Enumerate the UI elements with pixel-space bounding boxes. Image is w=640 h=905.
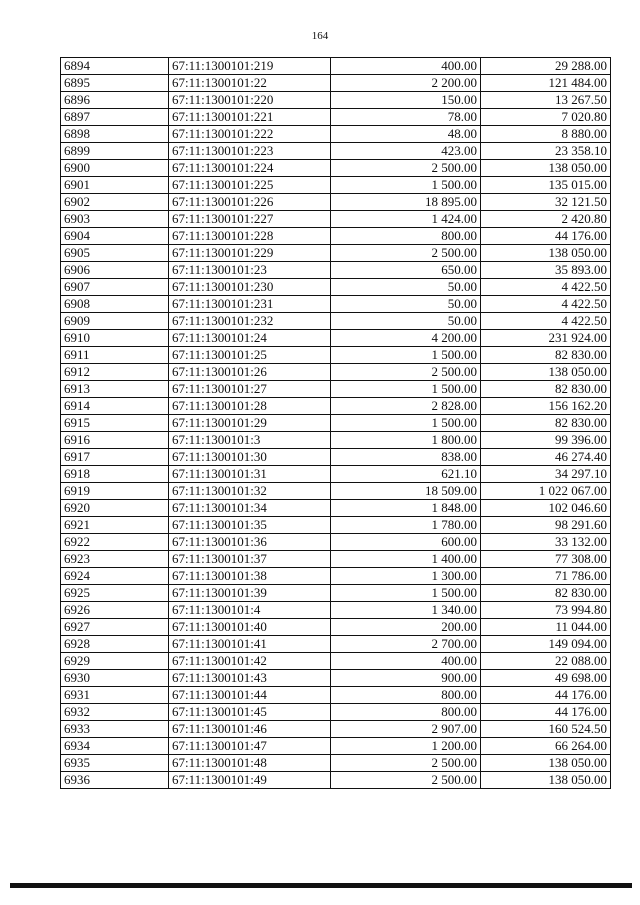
cadastral-number-cell: 67:11:1300101:223	[169, 143, 331, 160]
table-row	[61, 704, 611, 721]
table-row	[61, 670, 611, 687]
area-cell: 18 509.00	[331, 483, 481, 500]
area-cell: 600.00	[331, 534, 481, 551]
table-row	[61, 75, 611, 92]
cadastral-number-cell: 67:11:1300101:221	[169, 109, 331, 126]
cadastral-number-cell: 67:11:1300101:220	[169, 92, 331, 109]
cadastral-number-cell: 67:11:1300101:31	[169, 466, 331, 483]
value-cell: 156 162.20	[481, 398, 611, 415]
cadastral-number-cell: 67:11:1300101:40	[169, 619, 331, 636]
cadastral-number-cell: 67:11:1300101:232	[169, 313, 331, 330]
value-cell: 138 050.00	[481, 364, 611, 381]
value-cell: 135 015.00	[481, 177, 611, 194]
area-cell: 2 700.00	[331, 636, 481, 653]
row-number-cell: 6901	[61, 177, 169, 194]
table-row	[61, 653, 611, 670]
area-cell: 2 828.00	[331, 398, 481, 415]
cadastral-number-cell: 67:11:1300101:219	[169, 58, 331, 75]
area-cell: 1 780.00	[331, 517, 481, 534]
row-number-cell: 6929	[61, 653, 169, 670]
table-row	[61, 398, 611, 415]
row-number-cell: 6924	[61, 568, 169, 585]
area-cell: 2 500.00	[331, 160, 481, 177]
cadastral-number-cell: 67:11:1300101:228	[169, 228, 331, 245]
value-cell: 44 176.00	[481, 228, 611, 245]
cadastral-number-cell: 67:11:1300101:231	[169, 296, 331, 313]
value-cell: 35 893.00	[481, 262, 611, 279]
value-cell: 22 088.00	[481, 653, 611, 670]
row-number-cell: 6905	[61, 245, 169, 262]
cadastral-number-cell: 67:11:1300101:26	[169, 364, 331, 381]
table-row	[61, 432, 611, 449]
table-row	[61, 568, 611, 585]
row-number-cell: 6925	[61, 585, 169, 602]
table-row	[61, 347, 611, 364]
table-row	[61, 160, 611, 177]
area-cell: 423.00	[331, 143, 481, 160]
row-number-cell: 6923	[61, 551, 169, 568]
value-cell: 8 880.00	[481, 126, 611, 143]
cadastral-number-cell: 67:11:1300101:222	[169, 126, 331, 143]
table-row	[61, 602, 611, 619]
row-number-cell: 6900	[61, 160, 169, 177]
table-row	[61, 330, 611, 347]
row-number-cell: 6921	[61, 517, 169, 534]
value-cell: 29 288.00	[481, 58, 611, 75]
row-number-cell: 6935	[61, 755, 169, 772]
value-cell: 138 050.00	[481, 755, 611, 772]
area-cell: 2 907.00	[331, 721, 481, 738]
area-cell: 50.00	[331, 296, 481, 313]
value-cell: 32 121.50	[481, 194, 611, 211]
row-number-cell: 6926	[61, 602, 169, 619]
table-row	[61, 483, 611, 500]
value-cell: 98 291.60	[481, 517, 611, 534]
table-row	[61, 534, 611, 551]
value-cell: 33 132.00	[481, 534, 611, 551]
area-cell: 2 500.00	[331, 245, 481, 262]
cadastral-number-cell: 67:11:1300101:29	[169, 415, 331, 432]
value-cell: 82 830.00	[481, 585, 611, 602]
table-row	[61, 245, 611, 262]
row-number-cell: 6920	[61, 500, 169, 517]
cadastral-number-cell: 67:11:1300101:45	[169, 704, 331, 721]
cadastral-number-cell: 67:11:1300101:22	[169, 75, 331, 92]
cadastral-number-cell: 67:11:1300101:230	[169, 279, 331, 296]
cadastral-number-cell: 67:11:1300101:27	[169, 381, 331, 398]
row-number-cell: 6896	[61, 92, 169, 109]
value-cell: 11 044.00	[481, 619, 611, 636]
area-cell: 838.00	[331, 449, 481, 466]
cadastral-number-cell: 67:11:1300101:226	[169, 194, 331, 211]
row-number-cell: 6936	[61, 772, 169, 789]
cadastral-number-cell: 67:11:1300101:32	[169, 483, 331, 500]
area-cell: 2 500.00	[331, 364, 481, 381]
page-number: 164	[311, 30, 329, 42]
area-cell: 800.00	[331, 228, 481, 245]
value-cell: 44 176.00	[481, 704, 611, 721]
row-number-cell: 6922	[61, 534, 169, 551]
row-number-cell: 6933	[61, 721, 169, 738]
area-cell: 48.00	[331, 126, 481, 143]
row-number-cell: 6899	[61, 143, 169, 160]
value-cell: 23 358.10	[481, 143, 611, 160]
row-number-cell: 6910	[61, 330, 169, 347]
cadastral-number-cell: 67:11:1300101:47	[169, 738, 331, 755]
table-row	[61, 279, 611, 296]
row-number-cell: 6932	[61, 704, 169, 721]
cadastral-number-cell: 67:11:1300101:49	[169, 772, 331, 789]
value-cell: 13 267.50	[481, 92, 611, 109]
area-cell: 2 500.00	[331, 772, 481, 789]
area-cell: 900.00	[331, 670, 481, 687]
table-row	[61, 92, 611, 109]
cadastral-number-cell: 67:11:1300101:43	[169, 670, 331, 687]
bottom-rule	[10, 883, 632, 888]
table-row	[61, 313, 611, 330]
row-number-cell: 6903	[61, 211, 169, 228]
value-cell: 44 176.00	[481, 687, 611, 704]
value-cell: 4 422.50	[481, 296, 611, 313]
area-cell: 1 500.00	[331, 585, 481, 602]
table-row	[61, 721, 611, 738]
value-cell: 138 050.00	[481, 245, 611, 262]
table-row	[61, 126, 611, 143]
row-number-cell: 6912	[61, 364, 169, 381]
row-number-cell: 6930	[61, 670, 169, 687]
value-cell: 66 264.00	[481, 738, 611, 755]
row-number-cell: 6895	[61, 75, 169, 92]
table-row	[61, 262, 611, 279]
table-row	[61, 619, 611, 636]
value-cell: 102 046.60	[481, 500, 611, 517]
area-cell: 1 500.00	[331, 415, 481, 432]
value-cell: 49 698.00	[481, 670, 611, 687]
value-cell: 2 420.80	[481, 211, 611, 228]
cadastral-number-cell: 67:11:1300101:224	[169, 160, 331, 177]
value-cell: 71 786.00	[481, 568, 611, 585]
row-number-cell: 6919	[61, 483, 169, 500]
value-cell: 231 924.00	[481, 330, 611, 347]
row-number-cell: 6902	[61, 194, 169, 211]
cadastral-number-cell: 67:11:1300101:42	[169, 653, 331, 670]
value-cell: 1 022 067.00	[481, 483, 611, 500]
cadastral-number-cell: 67:11:1300101:34	[169, 500, 331, 517]
area-cell: 1 500.00	[331, 381, 481, 398]
table-row	[61, 415, 611, 432]
cadastral-number-cell: 67:11:1300101:30	[169, 449, 331, 466]
value-cell: 34 297.10	[481, 466, 611, 483]
row-number-cell: 6931	[61, 687, 169, 704]
cadastral-number-cell: 67:11:1300101:225	[169, 177, 331, 194]
row-number-cell: 6908	[61, 296, 169, 313]
area-cell: 1 848.00	[331, 500, 481, 517]
table-row	[61, 109, 611, 126]
table-row	[61, 517, 611, 534]
area-cell: 2 500.00	[331, 755, 481, 772]
table-row	[61, 551, 611, 568]
area-cell: 1 400.00	[331, 551, 481, 568]
row-number-cell: 6894	[61, 58, 169, 75]
area-cell: 400.00	[331, 653, 481, 670]
value-cell: 99 396.00	[481, 432, 611, 449]
cadastral-number-cell: 67:11:1300101:37	[169, 551, 331, 568]
area-cell: 1 500.00	[331, 177, 481, 194]
row-number-cell: 6918	[61, 466, 169, 483]
table-row	[61, 211, 611, 228]
table-row	[61, 177, 611, 194]
area-cell: 400.00	[331, 58, 481, 75]
table-row	[61, 500, 611, 517]
value-cell: 82 830.00	[481, 415, 611, 432]
cadastral-number-cell: 67:11:1300101:48	[169, 755, 331, 772]
row-number-cell: 6897	[61, 109, 169, 126]
area-cell: 621.10	[331, 466, 481, 483]
area-cell: 150.00	[331, 92, 481, 109]
row-number-cell: 6904	[61, 228, 169, 245]
table-row	[61, 143, 611, 160]
table-row	[61, 636, 611, 653]
row-number-cell: 6911	[61, 347, 169, 364]
table-row	[61, 296, 611, 313]
value-cell: 7 020.80	[481, 109, 611, 126]
table-row	[61, 228, 611, 245]
value-cell: 82 830.00	[481, 347, 611, 364]
area-cell: 78.00	[331, 109, 481, 126]
row-number-cell: 6898	[61, 126, 169, 143]
row-number-cell: 6909	[61, 313, 169, 330]
row-number-cell: 6917	[61, 449, 169, 466]
area-cell: 50.00	[331, 279, 481, 296]
value-cell: 77 308.00	[481, 551, 611, 568]
area-cell: 1 800.00	[331, 432, 481, 449]
row-number-cell: 6907	[61, 279, 169, 296]
cadastral-number-cell: 67:11:1300101:44	[169, 687, 331, 704]
area-cell: 800.00	[331, 687, 481, 704]
table-row	[61, 772, 611, 789]
row-number-cell: 6906	[61, 262, 169, 279]
value-cell: 121 484.00	[481, 75, 611, 92]
cadastral-number-cell: 67:11:1300101:23	[169, 262, 331, 279]
value-cell: 46 274.40	[481, 449, 611, 466]
row-number-cell: 6927	[61, 619, 169, 636]
value-cell: 160 524.50	[481, 721, 611, 738]
table-row	[61, 687, 611, 704]
table-row	[61, 755, 611, 772]
cadastral-number-cell: 67:11:1300101:39	[169, 585, 331, 602]
value-cell: 73 994.80	[481, 602, 611, 619]
area-cell: 4 200.00	[331, 330, 481, 347]
table-row	[61, 364, 611, 381]
area-cell: 800.00	[331, 704, 481, 721]
row-number-cell: 6915	[61, 415, 169, 432]
cadastral-number-cell: 67:11:1300101:24	[169, 330, 331, 347]
cadastral-table	[60, 57, 611, 789]
value-cell: 138 050.00	[481, 160, 611, 177]
cadastral-number-cell: 67:11:1300101:36	[169, 534, 331, 551]
cadastral-number-cell: 67:11:1300101:227	[169, 211, 331, 228]
cadastral-number-cell: 67:11:1300101:41	[169, 636, 331, 653]
cadastral-number-cell: 67:11:1300101:25	[169, 347, 331, 364]
value-cell: 82 830.00	[481, 381, 611, 398]
value-cell: 4 422.50	[481, 279, 611, 296]
cadastral-number-cell: 67:11:1300101:4	[169, 602, 331, 619]
table-body	[61, 58, 611, 789]
area-cell: 650.00	[331, 262, 481, 279]
area-cell: 1 340.00	[331, 602, 481, 619]
cadastral-number-cell: 67:11:1300101:35	[169, 517, 331, 534]
cadastral-number-cell: 67:11:1300101:3	[169, 432, 331, 449]
table-row	[61, 194, 611, 211]
area-cell: 50.00	[331, 313, 481, 330]
area-cell: 1 300.00	[331, 568, 481, 585]
table-row	[61, 738, 611, 755]
row-number-cell: 6913	[61, 381, 169, 398]
value-cell: 149 094.00	[481, 636, 611, 653]
table-row	[61, 449, 611, 466]
area-cell: 18 895.00	[331, 194, 481, 211]
area-cell: 1 500.00	[331, 347, 481, 364]
table-row	[61, 466, 611, 483]
cadastral-number-cell: 67:11:1300101:38	[169, 568, 331, 585]
table-row	[61, 585, 611, 602]
cadastral-number-cell: 67:11:1300101:46	[169, 721, 331, 738]
row-number-cell: 6934	[61, 738, 169, 755]
area-cell: 1 200.00	[331, 738, 481, 755]
row-number-cell: 6928	[61, 636, 169, 653]
row-number-cell: 6914	[61, 398, 169, 415]
table-row	[61, 58, 611, 75]
value-cell: 4 422.50	[481, 313, 611, 330]
value-cell: 138 050.00	[481, 772, 611, 789]
table-row	[61, 381, 611, 398]
area-cell: 1 424.00	[331, 211, 481, 228]
cadastral-number-cell: 67:11:1300101:229	[169, 245, 331, 262]
area-cell: 200.00	[331, 619, 481, 636]
cadastral-number-cell: 67:11:1300101:28	[169, 398, 331, 415]
area-cell: 2 200.00	[331, 75, 481, 92]
row-number-cell: 6916	[61, 432, 169, 449]
